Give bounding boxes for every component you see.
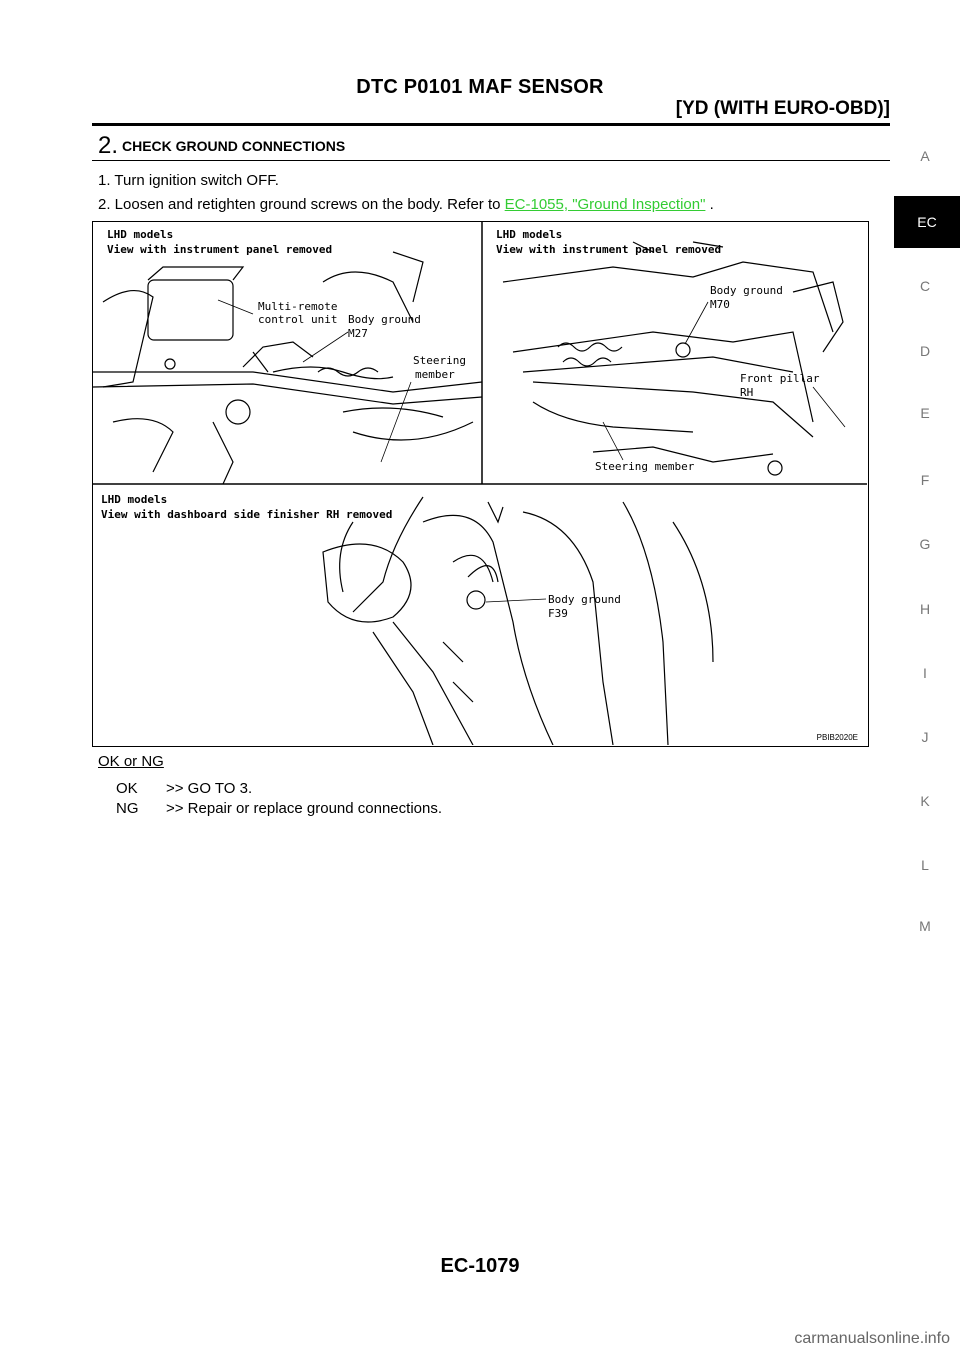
panel2-labels [496,228,845,473]
callout-front-pillar: Front pillar [740,372,820,385]
section-tabs [890,0,960,1358]
panel2-title-line1: LHD models [496,228,563,241]
step-number: 2. [98,132,119,159]
tab-i[interactable]: I [923,665,927,681]
callout-steering-member: Steering member [595,460,695,473]
panel1-labels [107,228,466,462]
ground-inspection-link[interactable]: EC-1055, "Ground Inspection" [504,196,706,213]
tab-l[interactable]: L [921,857,929,873]
tab-g[interactable]: G [919,536,931,552]
callout-f39: F39 [548,607,568,620]
tab-d[interactable]: D [919,343,931,359]
result-ok-key: OK [116,780,138,797]
callout-multi-remote: Multi-remote [258,300,338,313]
page-title: DTC P0101 MAF SENSOR [356,76,604,98]
result-ng [116,800,442,817]
instruction-2-suffix: . [705,196,714,213]
result-ok-text: >> GO TO 3. [166,780,253,797]
tab-c[interactable]: C [919,278,931,294]
step-title: CHECK GROUND CONNECTIONS [122,138,346,154]
watermark: carmanualsonline.info [794,1330,950,1347]
header-rule [92,123,890,126]
tab-j[interactable]: J [921,729,929,745]
ground-locations-figure [92,221,869,747]
tab-e[interactable]: E [920,405,930,421]
instruction-2-text: 2. Loosen and retighten ground screws on the body. Refer to [98,196,505,213]
callout-body-ground-m27: Body ground [348,313,421,326]
panel1-title-line2: View with instrument panel removed [107,243,333,256]
panel3-labels [101,493,621,620]
page-number: EC-1079 [440,1255,520,1277]
figure-illustration [93,222,867,745]
tab-m[interactable]: M [919,918,931,934]
panel3-sketch [323,497,713,745]
callout-body-ground-m70: Body ground [710,284,783,297]
panel2-sketch [503,242,843,475]
callout-steering: Steering [413,354,466,367]
result-ng-key: NG [116,800,139,817]
figure-code: PBIB2020E [816,733,858,742]
callout-member: member [415,368,455,381]
tab-k[interactable]: K [920,793,930,809]
panel2-title-line2: View with instrument panel removed [496,243,722,256]
callout-rh: RH [740,386,754,399]
panel3-title-line2: View with dashboard side finisher RH removed [101,508,393,521]
callout-control-unit: control unit [258,313,338,326]
result-ok [116,780,252,797]
panel3-title-line1: LHD models [101,493,168,506]
callout-body-ground-f39: Body ground [548,593,621,606]
tab-ec[interactable]: EC [894,196,960,248]
result-ng-text: >> Repair or replace ground connections. [166,800,443,817]
tab-f[interactable]: F [920,472,930,488]
callout-m70: M70 [710,298,730,311]
page-subtitle: [YD (WITH EURO-OBD)] [675,98,890,119]
callout-m27: M27 [348,327,368,340]
ok-or-ng-label: OK or NG [98,753,164,770]
tab-h[interactable]: H [919,601,931,617]
tab-a[interactable]: A [920,148,930,164]
panel1-title-line1: LHD models [107,228,174,241]
step-rule [92,160,890,161]
instruction-2 [98,196,714,213]
instruction-1: 1. Turn ignition switch OFF. [98,172,279,189]
